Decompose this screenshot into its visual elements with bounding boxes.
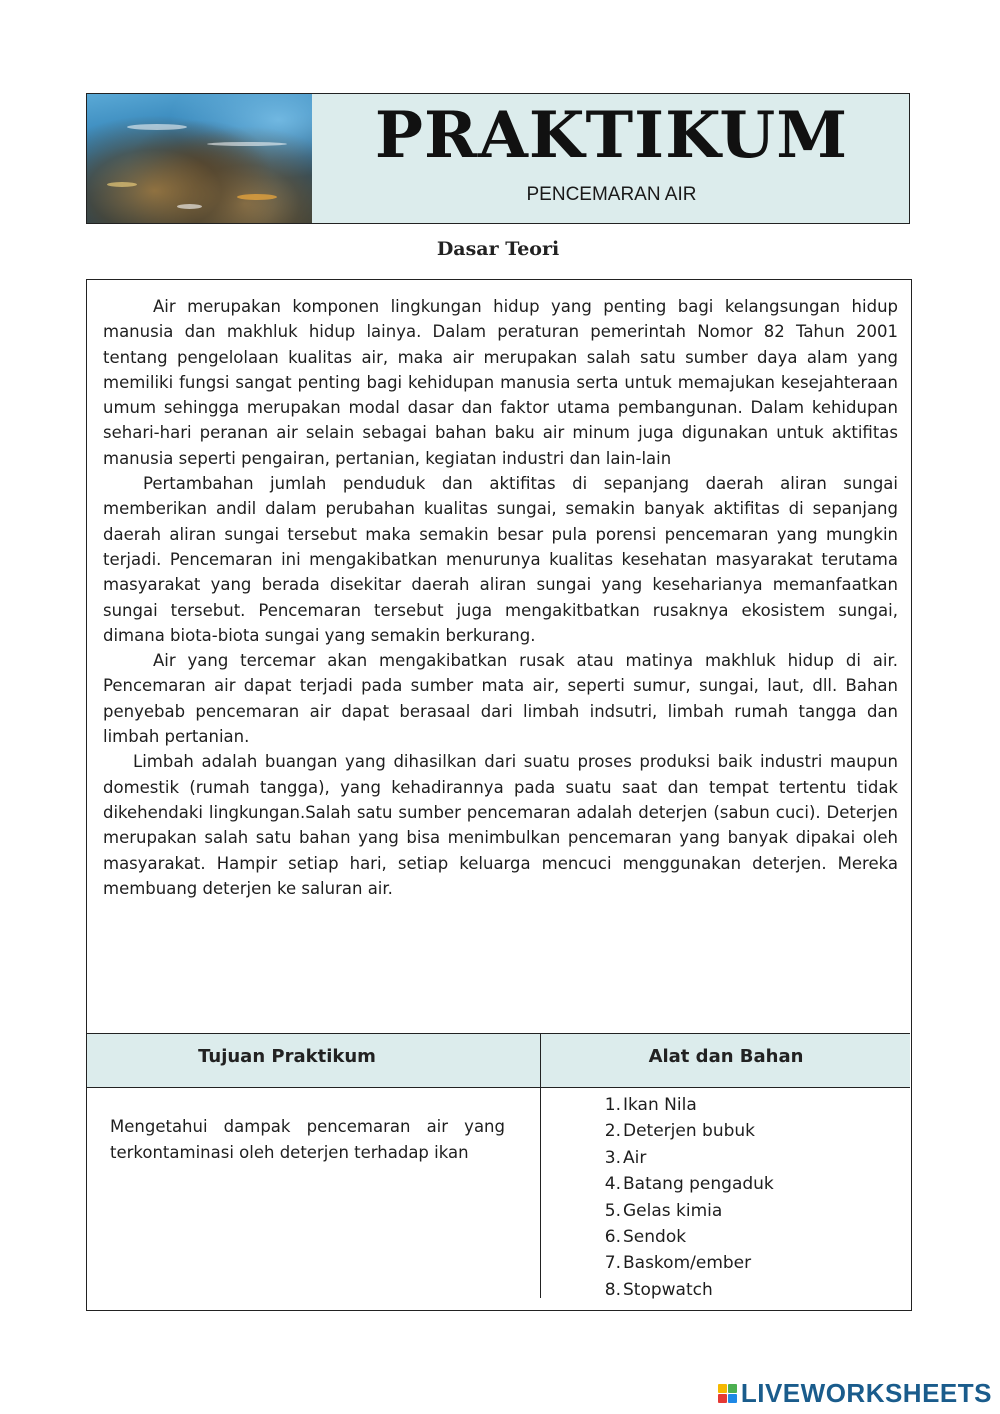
list-item: 5. Gelas kimia [604, 1200, 723, 1221]
liveworksheets-logo-icon [718, 1384, 737, 1403]
list-item: 3. Air [604, 1147, 647, 1168]
watermark-text: LIVEWORKSHEETS [740, 1377, 992, 1408]
purpose-text: Mengetahui dampak pencemaran air yang terkontaminasi oleh deterjen terhadap ikan [110, 1117, 505, 1162]
list-item: 2. Deterjen bubuk [604, 1121, 755, 1142]
list-item: 7. Baskom/ember [604, 1253, 752, 1274]
theory-paragraph: Air yang tercemar akan mengakibatkan rusak atau matinya makhluk hidup di air. Pencemaran air dapat terjadi pada sumber mata air, seperti sumur, sungai, laut, dll. Bahan penyebab pencemaran air dapat berasaal dari limbah indsutri, limbah rumah tangga dan limbah pertanian. [103, 651, 898, 747]
theory-paragraph: Limbah adalah buangan yang dihasilkan dari suatu proses produksi baik industri maupun domestik (rumah tangga), yang kehadirannya pada suatu saat dan tempat tertentu tidak dikehendaki lingkungan.Salah satu sumber pencemaran adalah deterjen (sabun cuci). Deterjen merupakan salah satu bahan yang bisa menimbulkan pencemaran yang banyak dipakai oleh masyarakat. Hampir setiap hari, setiap keluarga mencuci menggunakan deterjen. Mereka membuang deterjen ke saluran air. [103, 752, 898, 898]
page-title: PRAKTIKUM [374, 98, 849, 173]
table-header-row [87, 1033, 910, 1088]
column-divider [540, 1033, 541, 1298]
liveworksheets-watermark[interactable] [718, 1378, 992, 1408]
list-item: 8. Stopwatch [604, 1279, 713, 1300]
theory-text [103, 294, 898, 901]
theory-paragraph: Pertambahan jumlah penduduk dan aktifitas di sepanjang daerah aliran sungai memberikan andil dalam perubahan kualitas sungai, semakin banyak aktifitas di sepanjang daerah aliran sungai tersebut maka semakin besar pula porensi pencemaran yang mungkin terjadi. Pencemaran ini mengakibatkan menurunya kualitas kesehatan masyarakat terutama masyarakat yang berada disekitar daerah aliran sungai yang keseharianya memanfaatkan sungai tersebut. Pencemaran tersebut juga mengakitbatkan rusaknya ekosistem sungai, dimana biota-biota sungai yang semakin berkurang. [103, 474, 898, 645]
header-banner [86, 93, 910, 224]
content-box [86, 279, 912, 1311]
list-item: 1. Ikan Nila [604, 1095, 697, 1115]
tools-header: Alat dan Bahan [648, 1046, 804, 1067]
list-item: 6. Sendok [604, 1227, 687, 1248]
purpose-header: Tujuan Praktikum [198, 1046, 376, 1067]
tools-list [595, 1092, 774, 1303]
theory-paragraph: Air merupakan komponen lingkungan hidup yang penting bagi kelangsungan hidup manusia dan makhluk hidup lainya. Dalam peraturan pemerintah Nomor 82 Tahun 2001 tentang pengelolaan kualitas air, maka air merupakan salah satu sumber daya alam yang memiliki fungsi sangat penting bagi kehidupan manusia serta untuk memajukan kesejahteraan umum sehingga merupakan modal dasar dan faktor utama pembangunan. Dalam kehidupan sehari-hari peranan air selain sebagai bahan baku air minum juga digunakan untuk aktifitas manusia seperti pengairan, pertanian, kegiatan industri dan lain-lain [103, 297, 898, 468]
list-item: 4. Batang pengaduk [604, 1174, 774, 1195]
theory-heading: Dasar Teori [436, 238, 560, 260]
page-subtitle: PENCEMARAN AIR [526, 184, 697, 205]
polluted-water-photo [87, 94, 312, 223]
